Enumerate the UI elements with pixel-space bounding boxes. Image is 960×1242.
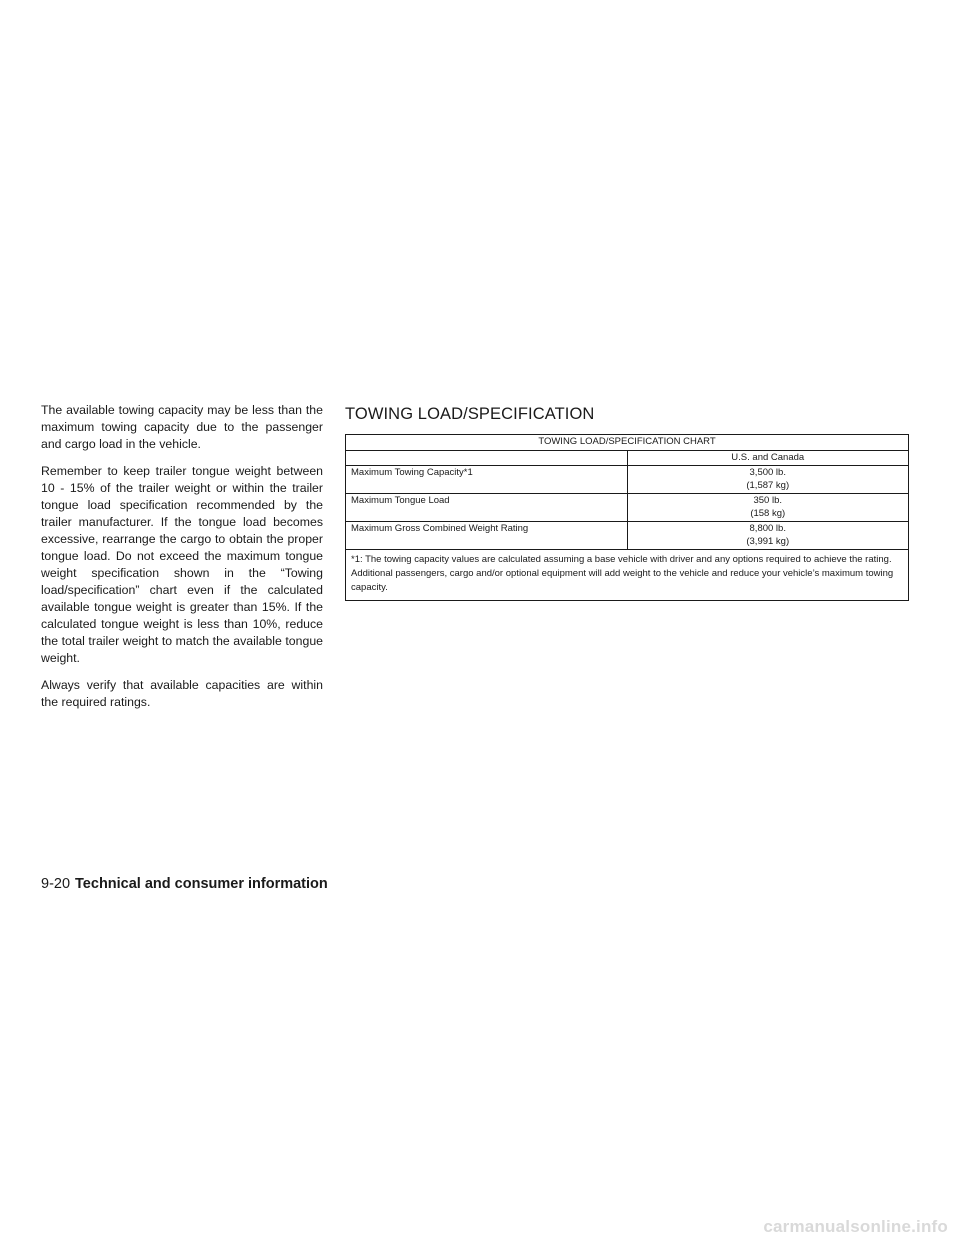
- body-text-column: [41, 402, 323, 721]
- value-imperial: 3,500 lb.: [749, 467, 786, 478]
- site-watermark: carmanualsonline.info: [763, 1217, 948, 1236]
- table-row: [346, 494, 909, 522]
- value-metric: (1,587 kg): [746, 479, 790, 491]
- row-label: Maximum Gross Combined Weight Rating: [346, 522, 628, 550]
- section-heading: TOWING LOAD/SPECIFICATION: [345, 405, 595, 423]
- row-value: [627, 522, 909, 550]
- row-value: [627, 466, 909, 494]
- chapter-title: Technical and consumer information: [75, 876, 328, 892]
- paragraph-capacity: The available towing capacity may be less than the maximum towing capacity due to the passenger and cargo load in the vehicle.: [41, 403, 323, 451]
- page-number: 9-20: [41, 876, 71, 892]
- table-header-row: [346, 450, 909, 466]
- towing-spec-table: [345, 434, 909, 601]
- row-value: [627, 494, 909, 522]
- row-label: Maximum Tongue Load: [346, 494, 628, 522]
- page-footer: [41, 876, 328, 892]
- towing-spec-section: [345, 404, 910, 601]
- table-title-row: [346, 435, 909, 451]
- value-metric: (158 kg): [750, 507, 786, 519]
- table-title: TOWING LOAD/SPECIFICATION CHART: [346, 435, 909, 451]
- table-footnote-row: [346, 550, 909, 601]
- column-header-us-canada: U.S. and Canada: [627, 450, 909, 466]
- paragraph-tongue-weight: Remember to keep trailer tongue weight between 10 - 15% of the trailer weight or within the trailer tongue load specification recommended by the trailer manufacturer. If the tongue load becomes excessive, rearrange the cargo to obtain the proper tongue load. Do not exceed the maximum tongue weight specification shown in the “Towing load/specification” chart even if the calculated available tongue weight is greater than 15%. If the calculated tongue weight is less than 10%, reduce the total trailer weight to match the available tongue weight.: [41, 464, 323, 665]
- paragraph-verify: Always verify that available capacities are within the required ratings.: [41, 678, 323, 709]
- table-header-empty: [346, 450, 628, 466]
- value-metric: (3,991 kg): [746, 535, 790, 547]
- table-row: [346, 466, 909, 494]
- table-row: [346, 522, 909, 550]
- value-imperial: 350 lb.: [753, 495, 783, 506]
- table-footnote: *1: The towing capacity values are calculated assuming a base vehicle with driver and any options required to achieve the rating. Additional passengers, cargo and/or optional equipment will add weight to the vehicle and reduce your vehicle’s maximum towing capacity.: [346, 550, 909, 601]
- value-imperial: 8,800 lb.: [749, 523, 786, 534]
- row-label: Maximum Towing Capacity*1: [346, 466, 628, 494]
